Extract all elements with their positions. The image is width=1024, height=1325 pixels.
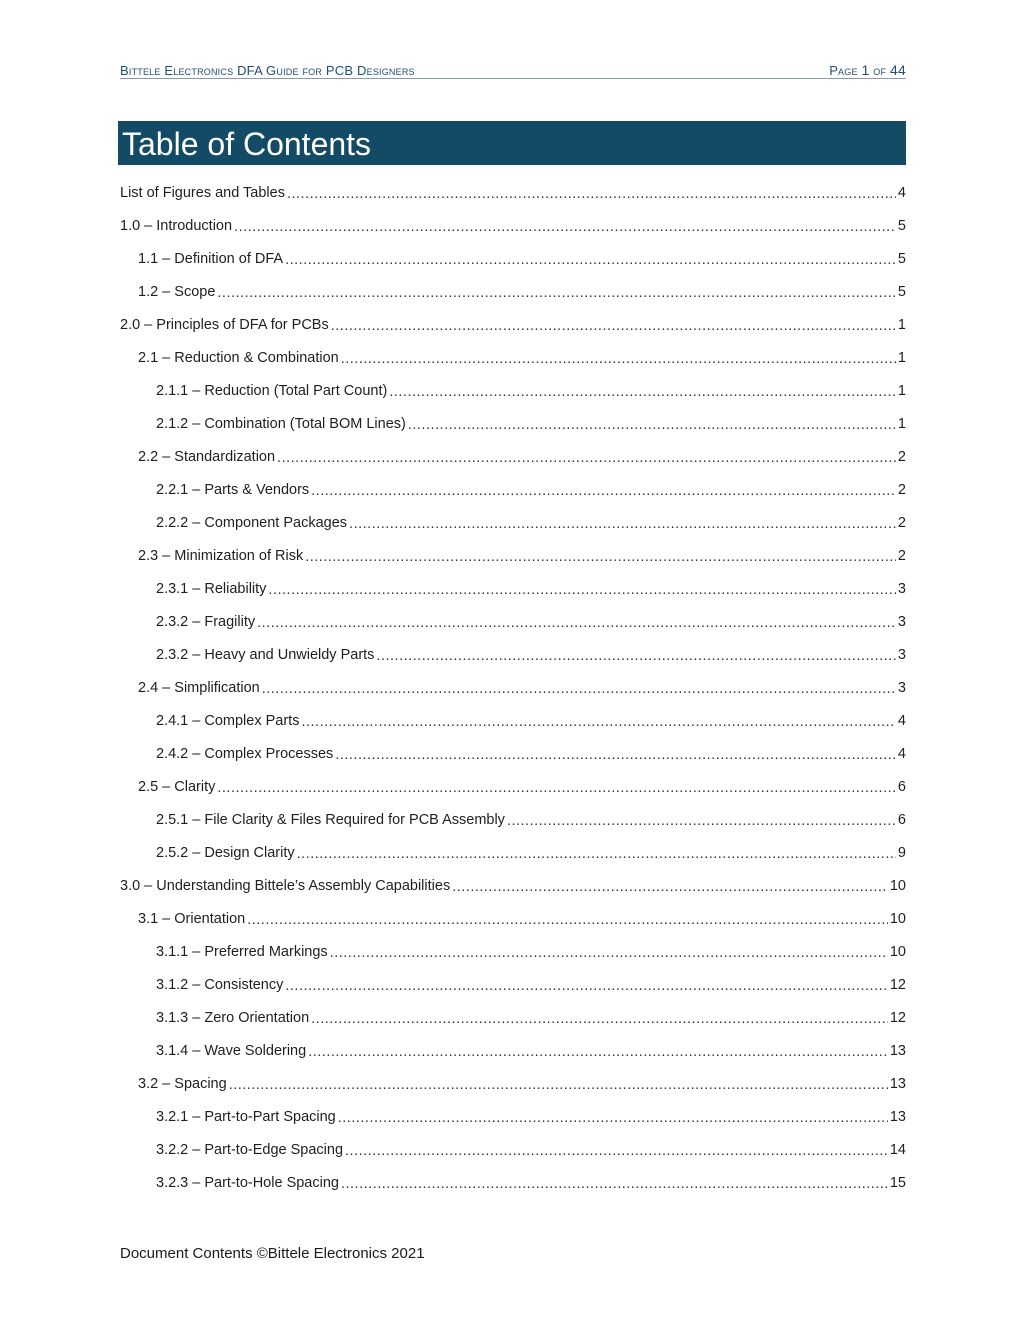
toc-entry-label: 2.3.1 – Reliability [156, 580, 267, 597]
toc-dot-leader [345, 1143, 888, 1159]
toc-entry[interactable] [120, 1166, 906, 1199]
toc-entry-label: 3.2 – Spacing [138, 1075, 227, 1092]
toc-entry[interactable] [120, 671, 906, 704]
toc-entry-label: 2.3 – Minimization of Risk [138, 547, 304, 564]
toc-entry[interactable] [120, 968, 906, 1001]
toc-dot-leader [287, 186, 896, 202]
toc-entry-page: 10 [889, 877, 906, 894]
toc-entry[interactable] [120, 473, 906, 506]
toc-dot-leader [217, 285, 896, 301]
toc-dot-leader [389, 384, 896, 400]
toc-entry-label: 3.2.1 – Part-to-Part Spacing [156, 1108, 336, 1125]
toc-dot-leader [257, 615, 896, 631]
toc-entry[interactable] [120, 407, 906, 440]
toc-entry[interactable] [120, 902, 906, 935]
header-page-number [829, 62, 906, 78]
toc-entry-page: 14 [889, 1141, 906, 1158]
toc-entry[interactable] [120, 275, 906, 308]
toc-entry-label: 2.3.2 – Heavy and Unwieldy Parts [156, 646, 375, 663]
toc-entry-label: 3.1 – Orientation [138, 910, 246, 927]
toc-dot-leader [229, 1077, 888, 1093]
toc-dot-leader [331, 318, 896, 334]
header-document-title: Bittele Electronics DFA Guide for PCB Designers [120, 63, 415, 78]
toc-entry[interactable] [120, 440, 906, 473]
toc-entry[interactable] [120, 308, 906, 341]
toc-entry-page: 6 [897, 811, 906, 828]
page-total: 44 [890, 62, 906, 78]
toc-entry-label: 3.2.2 – Part-to-Edge Spacing [156, 1141, 344, 1158]
running-header [120, 60, 906, 79]
toc-entry-page: 13 [889, 1075, 906, 1092]
toc-dot-leader [311, 483, 896, 499]
toc-entry-page: 3 [897, 580, 906, 597]
toc-entry-label: 3.1.3 – Zero Orientation [156, 1009, 310, 1026]
toc-entry-label: 2.4.1 – Complex Parts [156, 712, 300, 729]
toc-entry[interactable] [120, 803, 906, 836]
toc-dot-leader [408, 417, 896, 433]
toc-entry-page: 12 [889, 1009, 906, 1026]
toc-dot-leader [301, 714, 895, 730]
toc-entry-page: 13 [889, 1042, 906, 1059]
toc-entry-label: 2.3.2 – Fragility [156, 613, 256, 630]
toc-dot-leader [330, 945, 888, 961]
toc-entry-page: 3 [897, 646, 906, 663]
toc-dot-leader [507, 813, 896, 829]
toc-dot-leader [305, 549, 896, 565]
toc-dot-leader [311, 1011, 888, 1027]
toc-entry-page: 15 [889, 1174, 906, 1191]
toc-entry[interactable] [120, 770, 906, 803]
toc-entry-label: 2.1 – Reduction & Combination [138, 349, 339, 366]
toc-entry-label: 2.2 – Standardization [138, 448, 276, 465]
page-title: Table of Contents [118, 121, 906, 165]
toc-entry-page: 1 [897, 349, 906, 366]
toc-entry-label: 1.0 – Introduction [120, 217, 233, 234]
toc-entry-page: 1 [897, 415, 906, 432]
toc-entry-page: 4 [897, 712, 906, 729]
toc-entry-label: 2.2.1 – Parts & Vendors [156, 481, 310, 498]
toc-entry-label: 2.0 – Principles of DFA for PCBs [120, 316, 329, 333]
toc-entry[interactable] [120, 638, 906, 671]
toc-entry[interactable] [120, 1100, 906, 1133]
toc-entry-label: 3.1.2 – Consistency [156, 976, 284, 993]
toc-entry-label: 3.1.4 – Wave Soldering [156, 1042, 307, 1059]
toc-entry-label: 2.4.2 – Complex Processes [156, 745, 334, 762]
toc-entry-page: 13 [889, 1108, 906, 1125]
toc-entry-page: 12 [889, 976, 906, 993]
toc-entry[interactable] [120, 836, 906, 869]
toc-entry[interactable] [120, 605, 906, 638]
toc-entry-label: 2.4 – Simplification [138, 679, 260, 696]
toc-entry-page: 1 [897, 316, 906, 333]
toc-entry[interactable] [120, 506, 906, 539]
toc-entry-label: 2.5.2 – Design Clarity [156, 844, 295, 861]
page-of: of [873, 63, 887, 78]
toc-dot-leader [308, 1044, 888, 1060]
toc-entry[interactable] [120, 1133, 906, 1166]
toc-entry[interactable] [120, 572, 906, 605]
toc-entry-label: 1.2 – Scope [138, 283, 216, 300]
toc-entry-page: 3 [897, 613, 906, 630]
toc-entry-label: 2.1.1 – Reduction (Total Part Count) [156, 382, 388, 399]
toc-dot-leader [277, 450, 896, 466]
toc-dot-leader [285, 978, 888, 994]
toc-entry-page: 10 [889, 943, 906, 960]
toc-dot-leader [341, 351, 896, 367]
toc-entry-page: 3 [897, 679, 906, 696]
toc-dot-leader [341, 1176, 888, 1192]
toc-entry[interactable] [120, 1001, 906, 1034]
toc-dot-leader [285, 252, 896, 268]
toc-entry-label: 2.5.1 – File Clarity & Files Required for PCB Assembly [156, 811, 505, 828]
toc-dot-leader [297, 846, 896, 862]
toc-dot-leader [338, 1110, 888, 1126]
toc-entry[interactable] [120, 341, 906, 374]
toc-dot-leader [247, 912, 888, 928]
toc-entry[interactable] [120, 737, 906, 770]
toc-entry-label: 2.2.2 – Component Packages [156, 514, 348, 531]
table-of-contents [120, 176, 906, 1199]
toc-entry-label: 2.5 – Clarity [138, 778, 216, 795]
toc-entry-page: 5 [897, 250, 906, 267]
toc-dot-leader [268, 582, 896, 598]
toc-entry[interactable] [120, 539, 906, 572]
toc-entry-page: 9 [897, 844, 906, 861]
toc-entry-page: 2 [897, 514, 906, 531]
page-current: 1 [861, 62, 870, 78]
toc-dot-leader [376, 648, 896, 664]
toc-entry-page: 4 [897, 745, 906, 762]
toc-entry-label: 3.0 – Understanding Bittele’s Assembly Capabilities [120, 877, 451, 894]
toc-entry[interactable] [120, 1034, 906, 1067]
toc-entry[interactable] [120, 374, 906, 407]
toc-dot-leader [349, 516, 896, 532]
toc-entry-page: 5 [897, 283, 906, 300]
page-prefix: Page [829, 63, 858, 78]
toc-entry-page: 2 [897, 481, 906, 498]
toc-dot-leader [234, 219, 896, 235]
toc-entry-label: 3.1.1 – Preferred Markings [156, 943, 328, 960]
toc-dot-leader [262, 681, 896, 697]
toc-entry-label: 3.2.3 – Part-to-Hole Spacing [156, 1174, 339, 1191]
toc-entry-page: 1 [897, 382, 906, 399]
toc-entry-label: 1.1 – Definition of DFA [138, 250, 284, 267]
toc-entry-page: 10 [889, 910, 906, 927]
toc-entry[interactable] [120, 704, 906, 737]
toc-entry[interactable] [120, 869, 906, 902]
toc-entry-page: 4 [897, 184, 906, 201]
toc-entry-page: 6 [897, 778, 906, 795]
toc-entry[interactable] [120, 176, 906, 209]
toc-entry[interactable] [120, 209, 906, 242]
toc-entry[interactable] [120, 1067, 906, 1100]
toc-entry-page: 2 [897, 547, 906, 564]
toc-dot-leader [335, 747, 896, 763]
toc-entry[interactable] [120, 935, 906, 968]
toc-entry-page: 5 [897, 217, 906, 234]
toc-entry-label: List of Figures and Tables [120, 184, 285, 201]
toc-entry[interactable] [120, 242, 906, 275]
toc-entry-label: 2.1.2 – Combination (Total BOM Lines) [156, 415, 406, 432]
page-footer: Document Contents ©Bittele Electronics 2021 [120, 1245, 425, 1262]
toc-dot-leader [217, 780, 896, 796]
toc-entry-page: 2 [897, 448, 906, 465]
toc-dot-leader [452, 879, 888, 895]
